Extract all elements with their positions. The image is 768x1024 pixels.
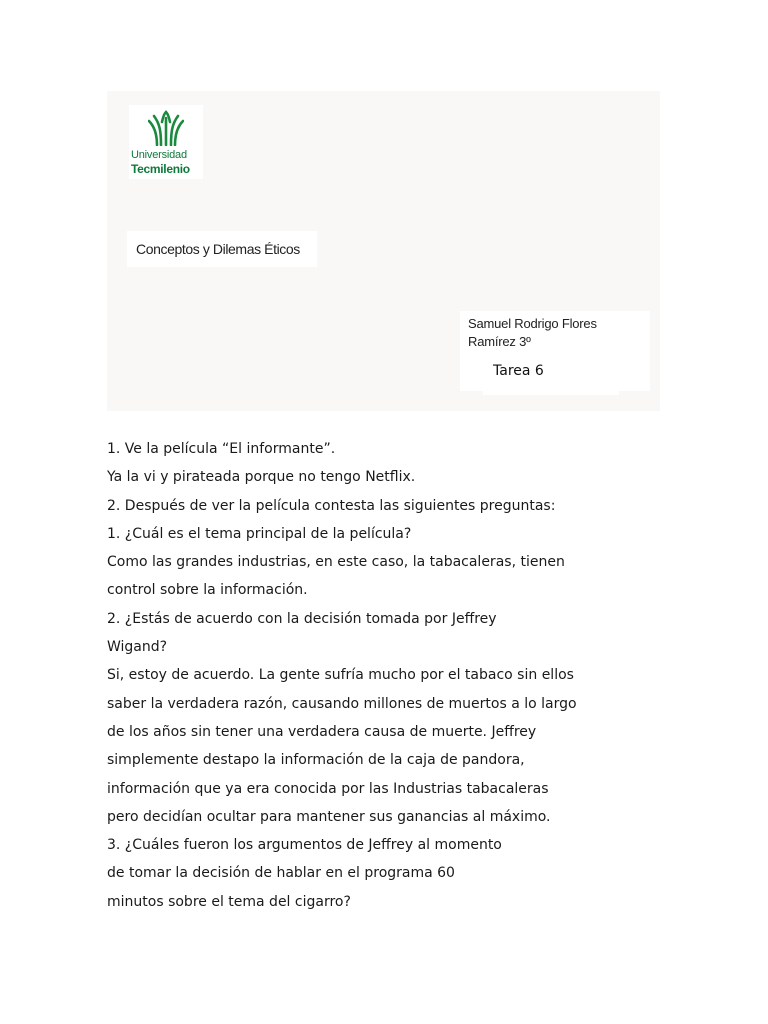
- body-line: 1. Ve la película “El informante”.: [107, 441, 336, 457]
- body-line: simplemente destapo la información de la caja de pandora,: [107, 752, 525, 769]
- body-line: de tomar la decisión de hablar en el programa 60: [107, 865, 455, 882]
- body-line: Como las grandes industrias, en este caso, la tabacaleras, tienen: [107, 554, 565, 571]
- body-line: saber la verdadera razón, causando millones de muertos a lo largo: [107, 695, 577, 712]
- author-name-line1: Samuel Rodrigo Flores: [468, 316, 597, 331]
- body-line: 3. ¿Cuáles fueron los argumentos de Jeffrey al momento: [107, 837, 502, 854]
- body-line: minutos sobre el tema del cigarro?: [107, 893, 351, 910]
- cover-block: [107, 91, 660, 411]
- tecmilenio-logo-icon: [148, 110, 184, 146]
- logo-text-tecmilenio: Tecmilenio: [131, 162, 190, 176]
- body-line: 1. ¿Cuál es el tema principal de la película?: [107, 525, 412, 542]
- body-line: información que ya era conocida por las Industrias tabacaleras: [107, 780, 549, 797]
- body-line: pero decidían ocultar para mantener sus ganancias al máximo.: [107, 808, 551, 825]
- course-title-box: [127, 231, 317, 267]
- task-label: Tarea 6: [493, 363, 544, 379]
- body-line: Si, estoy de acuerdo. La gente sufría mucho por el tabaco sin ellos: [107, 667, 574, 684]
- body-line: 2. Después de ver la película contesta las siguientes preguntas:: [107, 497, 556, 514]
- task-box: [483, 349, 619, 395]
- document-body: [107, 435, 667, 916]
- author-name-line2: Ramírez 3º: [468, 334, 531, 349]
- body-line: 2. ¿Estás de acuerdo con la decisión tomada por Jeffrey: [107, 610, 497, 627]
- body-line: control sobre la información.: [107, 582, 308, 599]
- body-line: Ya la vi y pirateada porque no tengo Netflix.: [107, 469, 416, 486]
- body-line: Wigand?: [107, 639, 168, 656]
- logo-text-universidad: Universidad: [131, 149, 187, 161]
- university-logo: [129, 105, 203, 179]
- course-title: Conceptos y Dilemas Éticos: [136, 241, 300, 257]
- body-line: de los años sin tener una verdadera causa de muerte. Jeffrey: [107, 723, 537, 740]
